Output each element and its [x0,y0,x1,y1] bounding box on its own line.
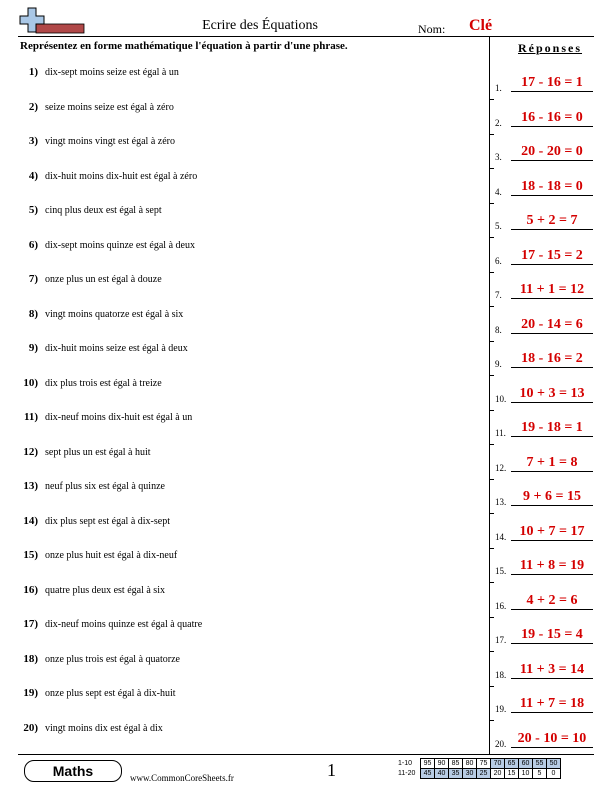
question-row [20,170,197,186]
answer-row [493,350,593,370]
answer-row [493,109,593,129]
answer-value: 17 - 16 = 1 [521,75,583,90]
question-text: onze plus trois est égal à quatorze [45,653,180,665]
question-number: 9) [28,342,38,354]
answer-value: 9 + 6 = 15 [523,489,581,504]
score-cell: 40 [435,769,449,779]
question-row [20,377,162,393]
score-range-label: 1-10 [398,760,413,767]
worksheet-title: Ecrire des Équations [202,18,318,33]
score-cell: 95 [421,759,435,769]
answer-line [511,160,593,161]
website-link[interactable]: www.CommonCoreSheets.fr [130,773,234,783]
question-text: quatre plus deux est égal à six [45,584,165,596]
header-divider [18,36,594,37]
column-tick [489,479,494,480]
question-text: sept plus un est égal à huit [45,446,151,458]
question-number: 5) [28,204,38,216]
score-row [398,769,561,779]
answer-number: 11. [495,428,506,438]
question-number: 16) [23,583,38,596]
column-tick [489,306,494,307]
question-row [20,135,175,151]
answer-line [511,505,593,506]
question-row [20,342,188,358]
question-number: 18) [23,652,38,665]
question-text: dix plus trois est égal à treize [45,377,162,389]
answer-line [511,712,593,713]
answer-row [493,730,593,750]
answer-number: 3. [495,152,502,162]
question-number: 2) [28,100,38,113]
question-row [20,411,192,427]
answer-number: 2. [495,117,502,128]
answer-number: 13. [495,497,507,507]
answer-row [493,523,593,543]
score-cell: 10 [519,769,533,779]
score-cell: 15 [505,769,519,779]
question-row [20,239,195,255]
answer-number: 9. [495,359,502,369]
answer-number: 7. [495,290,502,300]
question-text: seize moins seize est égal à zéro [45,101,174,113]
column-tick [489,548,494,549]
question-row [20,549,177,565]
question-number: 14) [23,514,38,527]
answer-row [493,247,593,267]
score-cell: 85 [449,759,463,769]
answer-value: 20 - 20 = 0 [521,144,583,159]
question-text: neuf plus six est égal à quinze [45,481,165,492]
question-row [20,653,180,669]
question-number: 1) [28,66,38,78]
answer-row [493,143,593,163]
answer-number: 1. [495,83,502,93]
question-text: onze plus huit est égal à dix-neuf [45,550,178,561]
question-number: 4) [28,169,38,182]
answer-number: 12. [495,462,507,473]
question-text: cinq plus deux est égal à sept [45,205,162,216]
answer-number: 14. [495,531,507,542]
footer-divider [18,754,594,755]
plus-logo-icon [18,6,88,38]
answer-row [493,488,593,508]
column-tick [489,168,494,169]
answer-line [511,540,593,541]
answer-value: 11 + 3 = 14 [519,661,585,677]
page-number: 1 [327,760,336,780]
score-table [398,758,561,779]
answer-value: 7 + 1 = 8 [526,454,578,470]
question-row [20,618,202,634]
question-text: onze plus un est égal à douze [45,274,162,285]
answer-number: 17. [495,635,507,645]
score-cell: 0 [547,769,561,779]
answer-value: 4 + 2 = 6 [526,592,578,608]
column-tick [489,410,494,411]
score-cell: 60 [519,759,533,769]
answer-line [511,195,593,196]
answer-line [511,747,593,748]
question-text: dix-neuf moins quinze est égal à quatre [45,619,203,630]
question-number: 10) [23,376,38,389]
instructions: Représentez en forme mathématique l'équation à partir d'une phrase. [20,40,348,52]
answer-row [493,695,593,715]
answer-line [511,333,593,334]
answer-row [493,281,593,301]
question-row [20,722,163,738]
answer-value: 18 - 18 = 0 [521,178,583,194]
answer-row [493,592,593,612]
score-cell: 20 [491,769,505,779]
column-tick [489,272,494,273]
score-cell: 55 [533,759,547,769]
answer-line [511,367,593,368]
answer-line [511,298,593,299]
column-tick [489,582,494,583]
question-row [20,687,176,703]
answer-line [511,91,593,92]
score-cell: 75 [477,759,491,769]
score-cell: 30 [463,769,477,779]
question-row [20,204,162,220]
answer-row [493,212,593,232]
answer-row [493,454,593,474]
answer-line [511,402,593,403]
score-cell: 70 [491,759,505,769]
score-cell: 90 [435,759,449,769]
question-number: 12) [23,445,38,458]
question-text: dix plus sept est égal à dix-sept [45,515,170,527]
answer-row [493,419,593,439]
question-row [20,66,179,82]
answer-value: 10 + 3 = 13 [519,385,585,401]
question-row [20,101,174,117]
answer-number: 5. [495,221,502,231]
score-cell: 50 [547,759,561,769]
answer-value: 11 + 8 = 19 [519,558,585,573]
question-row [20,273,162,289]
question-number: 13) [23,480,38,492]
answer-line [511,229,593,230]
answer-row [493,385,593,405]
answer-value: 20 - 10 = 10 [517,730,587,746]
question-text: dix-sept moins quinze est égal à deux [45,239,195,251]
question-number: 8) [28,307,38,320]
question-text: vingt moins quatorze est égal à six [45,308,184,320]
question-text: vingt moins dix est égal à dix [45,722,163,734]
answer-value: 16 - 16 = 0 [521,109,583,125]
name-label: Nom: [418,22,446,36]
question-text: dix-neuf moins dix-huit est égal à un [45,412,193,423]
question-number: 6) [28,238,38,251]
answer-number: 4. [495,186,502,197]
score-cell: 25 [477,769,491,779]
score-cell: 35 [449,769,463,779]
column-tick [489,617,494,618]
question-row [20,584,165,600]
column-tick [489,720,494,721]
question-number: 19) [23,687,38,699]
question-number: 15) [23,549,38,561]
answer-row [493,178,593,198]
answer-row [493,74,593,94]
answer-line [511,436,593,437]
answer-row [493,626,593,646]
question-text: dix-sept moins seize est égal à un [45,67,179,78]
column-tick [489,375,494,376]
question-number: 20) [23,721,38,734]
answer-value: 11 + 7 = 18 [519,696,585,711]
column-tick [489,513,494,514]
question-text: dix-huit moins dix-huit est égal à zéro [45,170,198,182]
answer-number: 20. [495,738,507,749]
answer-number: 19. [495,704,507,714]
answer-row [493,316,593,336]
question-text: dix-huit moins seize est égal à deux [45,343,188,354]
score-row [398,759,561,769]
answer-row [493,661,593,681]
column-tick [489,237,494,238]
question-number: 3) [28,135,38,147]
question-text: vingt moins vingt est égal à zéro [45,136,175,147]
answer-value: 10 + 7 = 17 [519,523,585,539]
question-number: 7) [28,273,38,285]
answer-value: 17 - 15 = 2 [521,247,583,263]
score-cell: 80 [463,759,477,769]
column-tick [489,444,494,445]
column-tick [489,99,494,100]
answer-value: 20 - 14 = 6 [521,316,583,332]
score-cell: 5 [533,769,547,779]
answer-line [511,574,593,575]
column-tick [489,203,494,204]
answer-value: 5 + 2 = 7 [526,213,578,228]
answer-value: 19 - 18 = 1 [521,420,583,435]
column-tick [489,651,494,652]
answer-row [493,557,593,577]
answer-line [511,126,593,127]
answer-number: 15. [495,566,507,576]
answer-number: 18. [495,669,507,680]
question-number: 11) [23,411,38,423]
answers-title: Réponses [518,41,583,55]
subject-badge: Maths [24,760,122,782]
answer-line [511,678,593,679]
name-value: Clé [469,17,493,34]
score-range-label: 11-20 [398,770,416,777]
answer-line [511,643,593,644]
question-number: 17) [23,618,38,630]
answer-line [511,471,593,472]
answer-number: 6. [495,255,502,266]
question-text: onze plus sept est égal à dix-huit [45,688,176,699]
score-cell: 45 [421,769,435,779]
score-cell: 65 [505,759,519,769]
column-tick [489,134,494,135]
answer-number: 10. [495,393,507,404]
answer-column-divider [489,36,490,754]
column-tick [489,341,494,342]
answer-value: 19 - 15 = 4 [521,627,583,642]
question-row [20,446,151,462]
question-row [20,308,183,324]
answer-number: 8. [495,324,502,335]
answer-line [511,264,593,265]
answer-number: 16. [495,600,507,611]
question-row [20,515,170,531]
answer-value: 11 + 1 = 12 [519,282,585,297]
answer-line [511,609,593,610]
question-row [20,480,165,496]
answer-value: 18 - 16 = 2 [521,351,583,366]
column-tick [489,686,494,687]
